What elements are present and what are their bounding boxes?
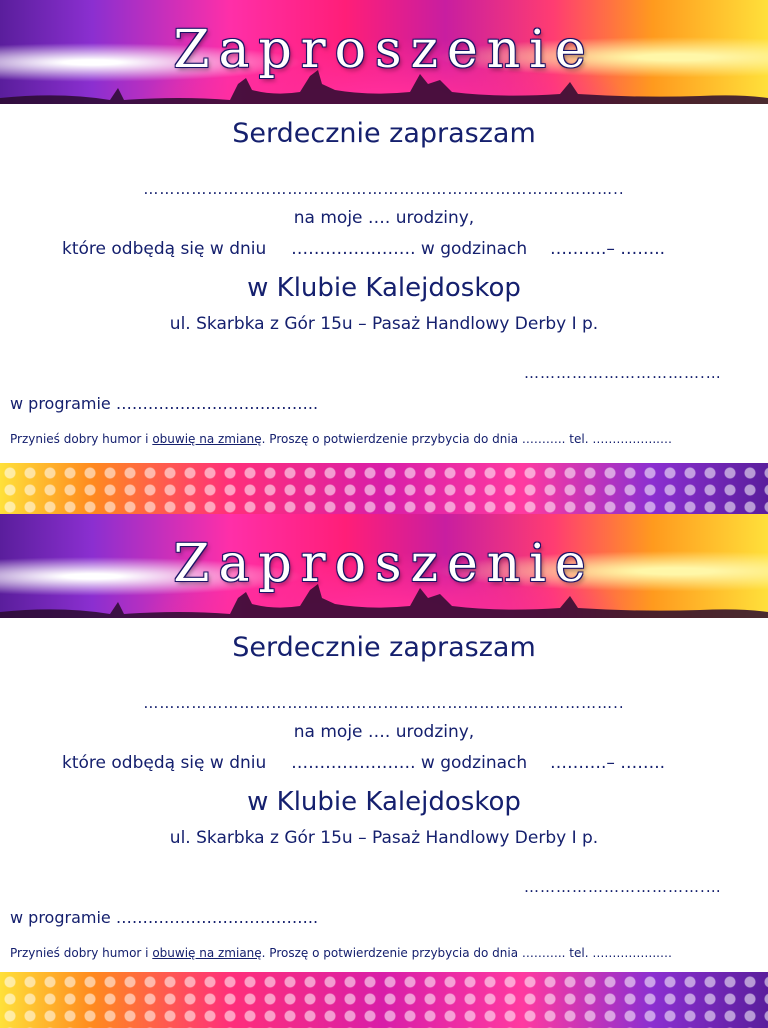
disco-stripe [0, 972, 768, 1028]
event-when-line [62, 753, 665, 773]
birthday-line: na moje …. urodziny, [293, 722, 475, 742]
extra-blank: …………………………….… [524, 878, 722, 896]
invitation-title: Zaproszenie [173, 534, 595, 594]
disco-banner [0, 0, 768, 104]
disco-banner [0, 514, 768, 618]
venue-name: w Klubie Kalejdoskop [247, 787, 521, 817]
venue-name: w Klubie Kalejdoskop [247, 273, 521, 303]
program-line [10, 908, 318, 927]
note-shoes: obuwię na zmianę [152, 946, 262, 960]
greeting: Serdecznie zapraszam [232, 632, 536, 663]
note-start: Przynieś dobry humor i [10, 946, 153, 960]
time-prefix: w godzinach [420, 753, 528, 773]
date-blank: …………………. [291, 239, 416, 259]
time-blank: ……….– …….. [549, 753, 666, 773]
program-blank: ……………………………….. [115, 394, 319, 413]
program-label: w programie [10, 908, 111, 927]
note-end: . Proszę o potwierdzenie przybycia do dnia ……….. tel. ……………..… [261, 432, 672, 446]
disco-stripe [0, 463, 768, 514]
program-line [10, 394, 318, 413]
date-blank: …………………. [291, 753, 416, 773]
program-blank: ……………………………….. [115, 908, 319, 927]
note-end: . Proszę o potwierdzenie przybycia do dnia ……….. tel. ……………..… [261, 946, 672, 960]
when-prefix: które odbędą się w dniu [62, 239, 267, 259]
venue-address: ul. Skarbka z Gór 15u – Pasaż Handlowy Derby I p. [169, 828, 599, 848]
time-blank: ……….– …….. [549, 239, 666, 259]
note-start: Przynieś dobry humor i [10, 432, 153, 446]
invitation-title: Zaproszenie [173, 20, 595, 80]
rsvp-note [10, 432, 672, 446]
event-when-line [62, 239, 665, 259]
invitation-card [0, 514, 768, 1028]
guest-name-blank: …………………………………………………………………….……….. [143, 180, 625, 198]
birthday-line: na moje …. urodziny, [293, 208, 475, 228]
note-shoes: obuwię na zmianę [152, 432, 262, 446]
program-label: w programie [10, 394, 111, 413]
guest-name-blank: …………………………………………………………………….……….. [143, 694, 625, 712]
time-prefix: w godzinach [420, 239, 528, 259]
extra-blank: …………………………….… [524, 364, 722, 382]
when-prefix: które odbędą się w dniu [62, 753, 267, 773]
greeting: Serdecznie zapraszam [232, 118, 536, 149]
rsvp-note [10, 946, 672, 960]
venue-address: ul. Skarbka z Gór 15u – Pasaż Handlowy Derby I p. [169, 314, 599, 334]
